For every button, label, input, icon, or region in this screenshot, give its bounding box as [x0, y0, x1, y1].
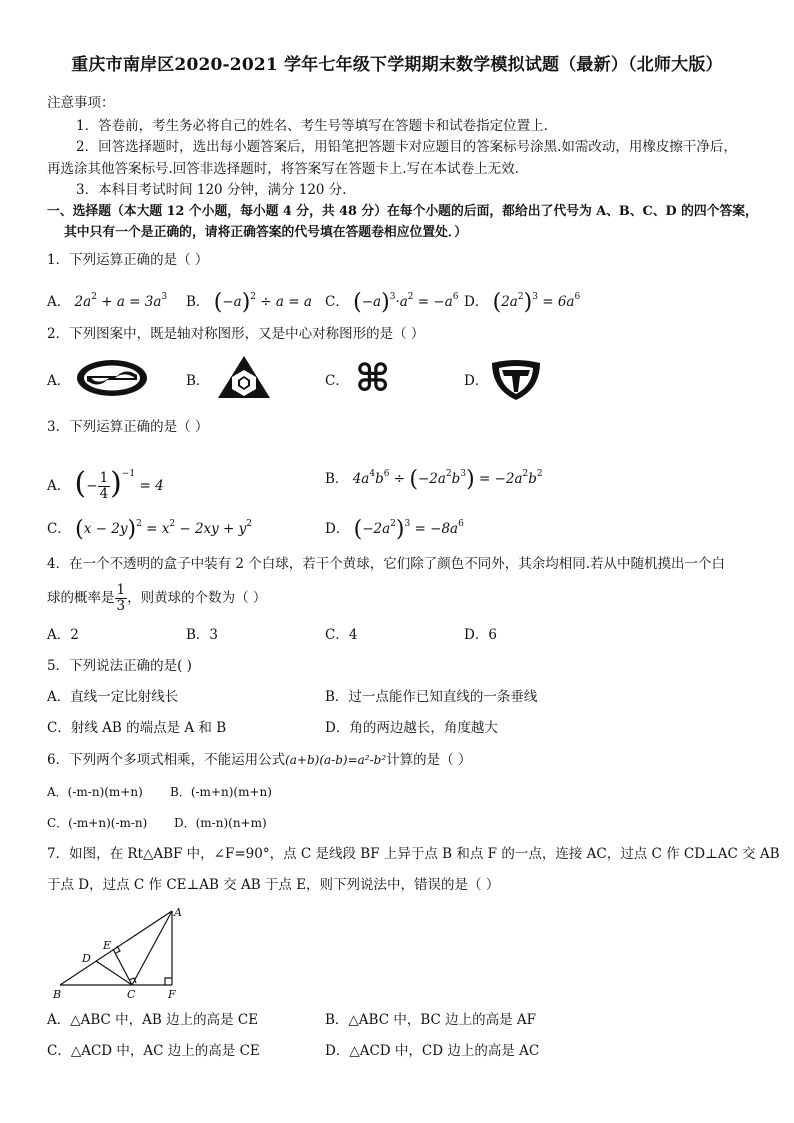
question-5-stem: 5．下列说法正确的是( ) [47, 658, 192, 674]
question-2-stem: 2．下列图案中，既是轴对称图形，又是中心对称图形的是（ ） [47, 326, 425, 342]
question-3-stem: 3．下列运算正确的是（ ） [47, 419, 209, 435]
q6-option-c: C．(-m+n)(-m-n) [47, 816, 148, 830]
q1-c-label: C． [325, 294, 349, 310]
q1-d-expr: $(2a^2)^3 = 6a^6$ [492, 290, 581, 315]
q7-option-d: D．△ACD 中，CD 边上的高是 AC [325, 1043, 540, 1059]
question-4-line2 [47, 580, 266, 616]
notice-item-2-cont: 再选涂其他答案标号.回答非选择题时，将答案写在答题卡上.写在本试卷上无效. [47, 161, 519, 177]
q6-stem-post: 计算的是（ ） [386, 752, 472, 768]
q1-d-label: D． [464, 294, 489, 310]
q3-a-label: A． [47, 478, 71, 494]
q3-a-expr: (− $\frac{1}{4}$ )$^{-1}$ = 4 [74, 466, 164, 502]
q4-frac-denominator: 3 [116, 598, 126, 614]
q7-option-c: C．△ACD 中，AC 边上的高是 CE [47, 1043, 260, 1059]
label-d: D [82, 952, 91, 965]
notice-heading: 注意事项： [47, 95, 115, 111]
section-heading: 一、选择题（本大题 12 个小题，每小题 4 分，共 48 分）在每个小题的后面，都给出了代号为 A、B、C、D 的四个答案， [47, 204, 758, 219]
q7-option-a: A．△ABC 中，AB 边上的高是 CE [47, 1012, 259, 1028]
right-angle-f [165, 978, 172, 985]
notice-item-1: 1．答卷前，考生务必将自己的姓名、考生号等填写在答题卡和试卷指定位置上. [76, 118, 548, 134]
q3-option-d [325, 515, 464, 542]
question-7-line2: 于点 D，过点 C 作 CE⊥AB 交 AB 于点 E，则下列说法中，错误的是（ ） [47, 877, 500, 893]
q2-c-command-icon: ⌘ [355, 356, 391, 400]
q2-b-logo-icon [216, 354, 272, 402]
q3-b-expr: $4a^4b^6 \div (-2a^2b^3) = -2a^2b^2$ [352, 467, 543, 492]
q1-c-expr: $(-a)^3\cdot a^2 = -a^6$ [353, 290, 459, 315]
q1-option-b [186, 288, 312, 315]
q4-frac-numerator: 1 [116, 582, 126, 598]
q6-option-a: A．(-m-n)(m+n) [47, 785, 143, 799]
q6-stem-pre: 6．下列两个多项式相乘，不能运用公式 [47, 752, 286, 768]
q4-line2-pre: 球的概率是 [47, 590, 115, 606]
q3-d-expr: $(-2a^2)^3 = -8a^6$ [353, 517, 464, 542]
question-1-stem: 1．下列运算正确的是（ ） [47, 252, 209, 268]
label-e: E [103, 939, 112, 952]
q3-a-tail: = 4 [139, 478, 164, 494]
segment-cd [96, 961, 132, 985]
label-b: B [53, 988, 62, 1001]
notice-item-3: 3．本科目考试时间 120 分钟，满分 120 分. [76, 182, 347, 198]
question-7-line1: 7．如图，在 Rt△ABF 中，∠F=90°，点 C 是线段 BF 上异于点 B 和点 F 的一点，连接 AC，过点 C 作 CD⊥AC 交 AB [47, 846, 780, 862]
q1-b-label: B． [186, 294, 210, 310]
q1-a-expr: $2a^2 + a = 3a^3$ [74, 292, 168, 310]
q4-probability-fraction [115, 583, 128, 614]
page-title: 重庆市南岸区2020-2021 学年七年级下学期期末数学模拟试题（最新）（北师大版） [71, 55, 723, 75]
q1-b-expr: $(-a)^2 \div a = a$ [213, 290, 312, 315]
q4-option-b: B．3 [186, 627, 219, 643]
q3-c-expr: $(x - 2y)^2 = x^2 - 2xy + y^2$ [75, 517, 253, 542]
q3-c-label: C． [47, 521, 71, 537]
notice-item-2: 2．回答选择题时，选出每小题答案后，用铅笔把答题卡对应题目的答案标号涂黑.如需改动，用橡皮擦干净后， [76, 139, 737, 155]
q4-option-c: C．4 [325, 627, 358, 643]
section-heading-cont: 其中只有一个是正确的，请将正确答案的代号填在答题卷相应位置处．） [64, 225, 468, 240]
q5-option-b: B．过一点能作已知直线的一条垂线 [325, 689, 538, 705]
q7-option-b: B．△ABC 中，BC 边上的高是 AF [325, 1012, 537, 1028]
q5-option-a: A．直线一定比射线长 [47, 689, 179, 705]
q5-option-c: C．射线 AB 的端点是 A 和 B [47, 720, 227, 736]
q3-d-label: D． [325, 521, 350, 537]
q1-option-a [47, 288, 167, 311]
q2-d-label: D． [464, 373, 489, 389]
q6-option-d: D．(m-n)(n+m) [174, 816, 267, 830]
q2-c-label: C． [325, 373, 349, 389]
label-f: F [168, 988, 176, 1001]
q4-option-d: D．6 [464, 627, 497, 643]
question-6-stem [47, 751, 471, 769]
q3-option-c [47, 515, 253, 542]
q3-b-label: B． [325, 471, 349, 487]
q6-option-b: B．(-m+n)(m+n) [170, 785, 272, 799]
q2-a-label: A． [47, 373, 71, 389]
segment-ca [132, 911, 172, 985]
question-4-line1: 4．在一个不透明的盒子中装有 2 个白球，若干个黄球，它们除了颜色不同外，其余均相同.若从中随机摸出一个白 [47, 556, 726, 572]
q4-option-a: A．2 [47, 627, 79, 643]
q2-b-label: B． [186, 373, 210, 389]
q2-a-logo-icon [75, 358, 149, 398]
q6-formula: (a+b)(a-b)=a²-b² [285, 753, 387, 767]
q1-a-label: A． [47, 294, 71, 310]
q2-d-logo-icon [490, 359, 542, 401]
q1-option-c [325, 288, 459, 315]
q3-option-a [47, 457, 164, 502]
label-a: A [174, 906, 182, 919]
q3-option-b [325, 465, 543, 492]
q1-option-d [464, 288, 581, 315]
q7-geometry-figure [50, 905, 190, 1005]
q4-line2-post: ，则黄球的个数为（ ） [127, 590, 267, 606]
q5-option-d: D．角的两边越长，角度越大 [325, 720, 498, 736]
label-c: C [127, 988, 136, 1001]
